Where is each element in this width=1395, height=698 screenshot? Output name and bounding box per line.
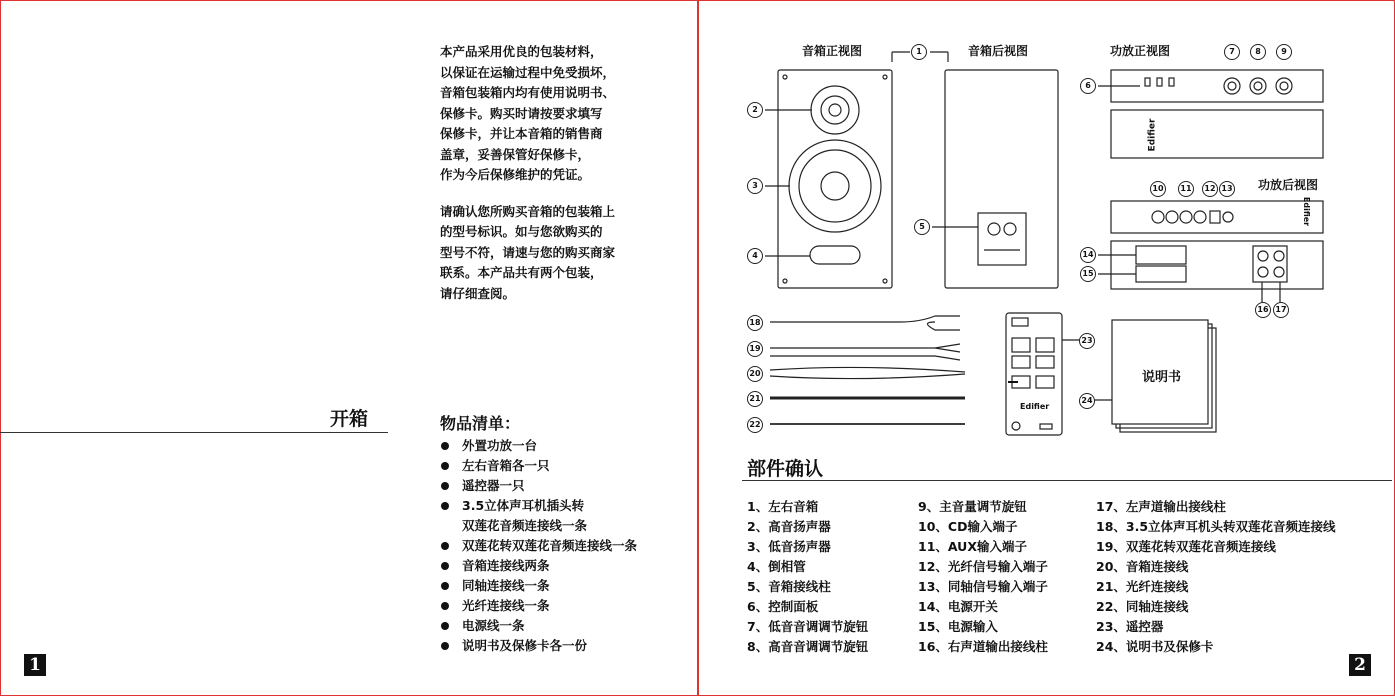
label-manual: 说明书 bbox=[1142, 370, 1182, 385]
section-title: 开箱 bbox=[330, 408, 369, 430]
knob-treble-icon bbox=[1250, 78, 1266, 94]
list-item: 遥控器一只 bbox=[440, 476, 637, 496]
parts-divider bbox=[742, 480, 1392, 481]
part-item: 8、高音音调调节旋钮 bbox=[747, 639, 869, 654]
callout-6: 6 bbox=[1080, 78, 1096, 94]
terminal-icon bbox=[988, 223, 1000, 235]
callout-19: 19 bbox=[747, 341, 763, 357]
knob-bass-icon bbox=[1224, 78, 1240, 94]
list-item: 外置功放一台 bbox=[440, 436, 637, 456]
cable-19 bbox=[770, 344, 960, 360]
callout-1: 1 bbox=[911, 44, 927, 60]
part-item: 2、高音扬声器 bbox=[747, 519, 831, 534]
label-back-view: 音箱后视图 bbox=[968, 44, 1029, 58]
bass-port bbox=[810, 246, 860, 264]
part-item: 14、电源开关 bbox=[918, 599, 998, 614]
screw-icon bbox=[883, 279, 887, 283]
part-item: 24、说明书及保修卡 bbox=[1096, 639, 1214, 654]
part-item: 13、同轴信号输入端子 bbox=[918, 579, 1048, 594]
part-item: 20、音箱连接线 bbox=[1096, 559, 1189, 574]
amp-back-panel-top bbox=[1111, 201, 1323, 233]
callout-20: 20 bbox=[747, 366, 763, 382]
list-item: 说明书及保修卡各一份 bbox=[440, 636, 637, 656]
part-item: 19、双莲花转双莲花音频连接线 bbox=[1096, 539, 1276, 554]
callout-22: 22 bbox=[747, 417, 763, 433]
callout-3: 3 bbox=[747, 178, 763, 194]
page-number-2: 2 bbox=[1349, 654, 1371, 676]
amp-back-brand: Edifier bbox=[1302, 196, 1312, 227]
list-title: 物品清单： bbox=[440, 414, 521, 433]
part-item: 18、3.5立体声耳机头转双莲花音频连接线 bbox=[1096, 519, 1336, 534]
intro-line: 盖章，妥善保管好保修卡， bbox=[440, 146, 591, 162]
page-number-1: 1 bbox=[24, 654, 46, 676]
intro-line: 联系。本产品共有两个包装， bbox=[440, 265, 603, 280]
speaker-front-cabinet bbox=[778, 70, 892, 288]
list-item: 双莲花转双莲花音频连接线一条 bbox=[440, 536, 637, 556]
callout-11: 11 bbox=[1178, 181, 1194, 197]
intro-line: 请确认您所购买音箱的包装箱上 bbox=[440, 203, 616, 219]
callout-8: 8 bbox=[1250, 44, 1266, 60]
label-amp-front: 功放正视图 bbox=[1110, 44, 1171, 58]
list-item: 左右音箱各一只 bbox=[440, 456, 637, 476]
screw-icon bbox=[783, 279, 787, 283]
part-item: 4、倒相管 bbox=[747, 559, 806, 574]
part-item: 12、光纤信号输入端子 bbox=[918, 559, 1048, 574]
part-item: 9、主音量调节旋钮 bbox=[918, 499, 1027, 514]
amp-top-panel bbox=[1111, 110, 1323, 158]
intro-line: 请仔细查阅。 bbox=[440, 285, 516, 301]
callout-21: 21 bbox=[747, 391, 763, 407]
part-item: 3、低音扬声器 bbox=[747, 539, 831, 554]
callout-4: 4 bbox=[747, 248, 763, 264]
part-item: 5、音箱接线柱 bbox=[747, 579, 831, 594]
cable-18 bbox=[770, 316, 960, 330]
amp-brand: Edifier bbox=[1147, 118, 1158, 152]
woofer-cap bbox=[821, 172, 849, 200]
part-item: 6、控制面板 bbox=[747, 599, 819, 614]
screw-icon bbox=[783, 75, 787, 79]
list-item: 光纤连接线一条 bbox=[440, 596, 637, 616]
intro-line: 保修卡，并让本音箱的销售商 bbox=[440, 126, 603, 141]
callout-23: 23 bbox=[1079, 333, 1095, 349]
part-item: 23、遥控器 bbox=[1096, 619, 1164, 634]
part-item: 16、右声道输出接线柱 bbox=[918, 639, 1048, 654]
callout-13: 13 bbox=[1219, 181, 1235, 197]
callout-17: 17 bbox=[1273, 302, 1289, 318]
speaker-terminal-plate bbox=[978, 213, 1026, 265]
knob-volume-icon bbox=[1276, 78, 1292, 94]
terminal-icon bbox=[1004, 223, 1016, 235]
cable-20 bbox=[770, 367, 965, 378]
callout-7: 7 bbox=[1224, 44, 1240, 60]
list-item: 电源线一条 bbox=[440, 616, 637, 636]
parts-title: 部件确认 bbox=[747, 458, 824, 480]
callout-2: 2 bbox=[747, 102, 763, 118]
callout-12: 12 bbox=[1202, 181, 1218, 197]
label-amp-back: 功放后视图 bbox=[1258, 178, 1319, 192]
remote-control bbox=[1006, 313, 1062, 435]
intro-line: 以保证在运输过程中免受损坏， bbox=[440, 64, 616, 80]
list-item: 同轴连接线一条 bbox=[440, 576, 637, 596]
intro-line: 的型号标识。如与您欲购买的 bbox=[440, 224, 603, 239]
parts-column-3 bbox=[1096, 497, 1336, 657]
callout-16: 16 bbox=[1255, 302, 1271, 318]
tweeter-outer bbox=[811, 86, 859, 134]
tweeter-dome bbox=[829, 104, 841, 116]
woofer-mid bbox=[799, 150, 871, 222]
part-item: 15、电源输入 bbox=[918, 619, 998, 634]
parts-column-2 bbox=[918, 497, 1048, 657]
label-front-view: 音箱正视图 bbox=[802, 44, 863, 58]
power-input bbox=[1136, 266, 1186, 282]
callout-15: 15 bbox=[1080, 266, 1096, 282]
intro-line: 作为今后保修维护的凭证。 bbox=[440, 167, 591, 182]
amp-front-panel bbox=[1111, 70, 1323, 102]
callout-18: 18 bbox=[747, 315, 763, 331]
part-item: 21、光纤连接线 bbox=[1096, 579, 1189, 594]
remote-brand: Edifier bbox=[1020, 402, 1050, 411]
parts-column-1 bbox=[747, 497, 868, 657]
intro-line: 保修卡。购买时请按要求填写 bbox=[440, 105, 603, 121]
list-item: 音箱连接线两条 bbox=[440, 556, 637, 576]
intro-line: 音箱包装箱内均有使用说明书、 bbox=[440, 85, 616, 100]
callout-5: 5 bbox=[914, 219, 930, 235]
speaker-back-cabinet bbox=[945, 70, 1058, 288]
list-item: 3.5立体声耳机插头转 双莲花音频连接线一条 bbox=[440, 496, 637, 536]
callout-14: 14 bbox=[1080, 247, 1096, 263]
woofer-outer bbox=[789, 140, 881, 232]
intro-line: 型号不符，请速与您的购买商家 bbox=[440, 244, 616, 260]
callout-9: 9 bbox=[1276, 44, 1292, 60]
part-item: 17、左声道输出接线柱 bbox=[1096, 499, 1226, 514]
tweeter-inner bbox=[821, 96, 849, 124]
part-item: 10、CD输入端子 bbox=[918, 519, 1018, 534]
screw-icon bbox=[883, 75, 887, 79]
power-switch bbox=[1136, 246, 1186, 264]
part-item: 11、AUX输入端子 bbox=[918, 539, 1027, 554]
callout-24: 24 bbox=[1079, 393, 1095, 409]
part-item: 1、左右音箱 bbox=[747, 499, 819, 514]
callout-10: 10 bbox=[1150, 181, 1166, 197]
part-item: 22、同轴连接线 bbox=[1096, 599, 1189, 614]
part-item: 7、低音音调调节旋钮 bbox=[747, 619, 869, 634]
intro-line: 本产品采用优良的包装材料， bbox=[440, 44, 603, 59]
